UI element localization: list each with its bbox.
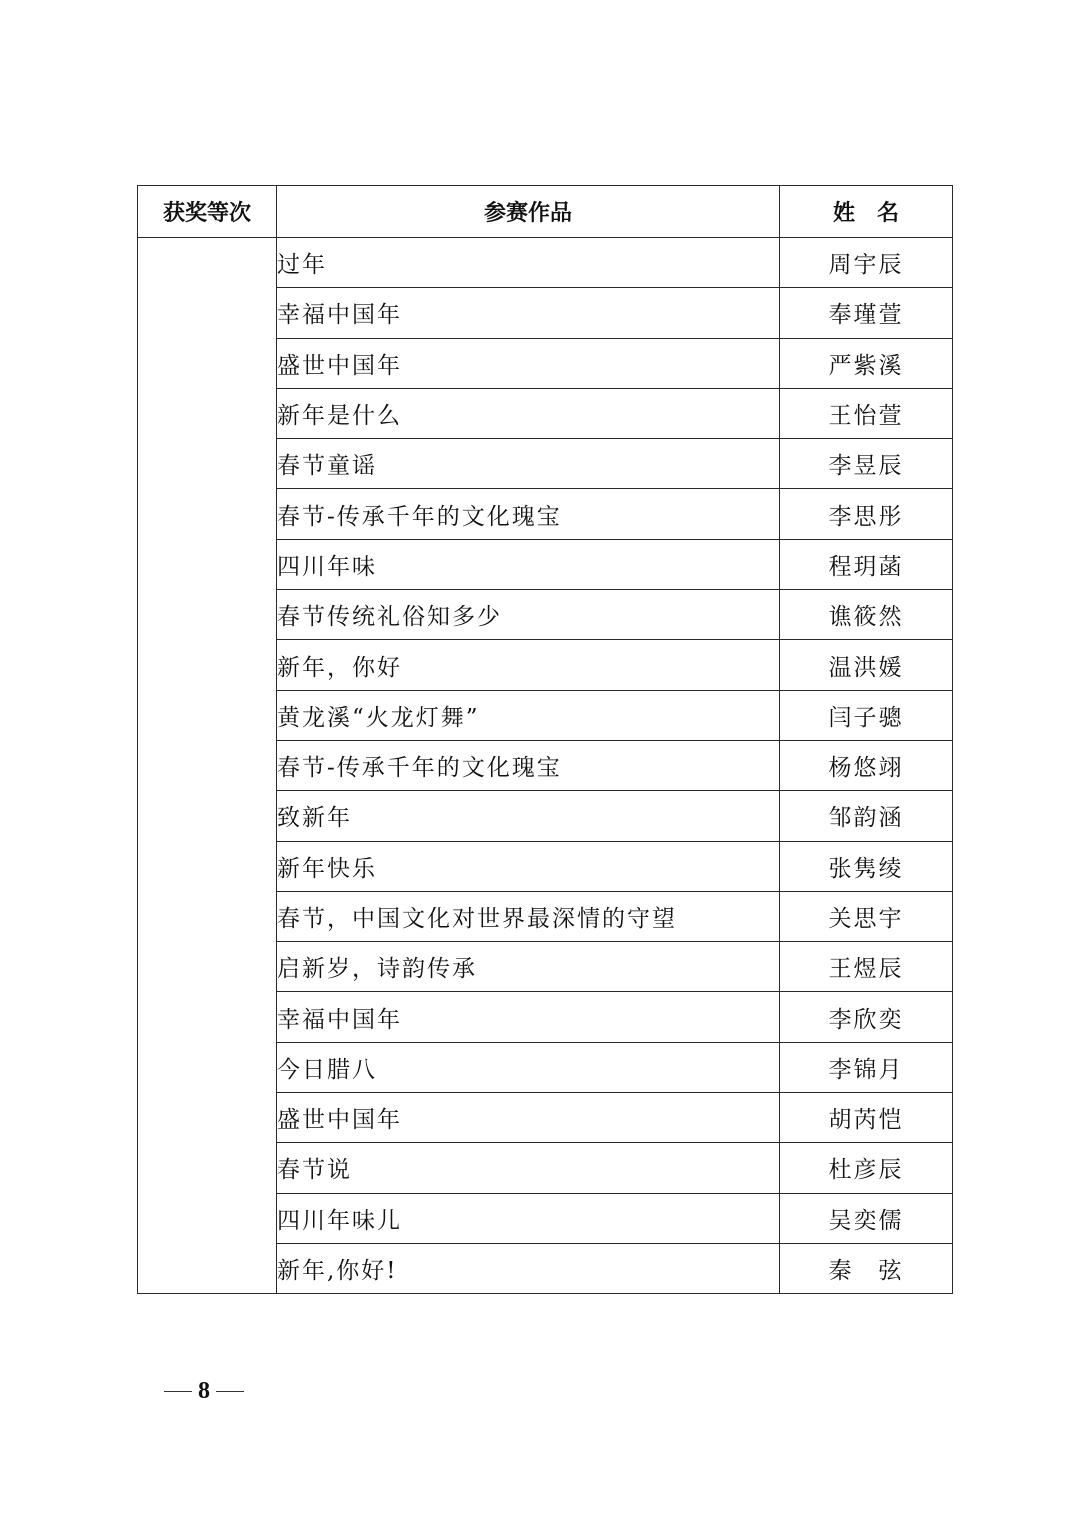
work-title-cell: 启新岁，诗韵传承 <box>277 942 780 992</box>
header-name-label: 姓名 <box>832 201 921 226</box>
work-title-cell: 今日腊八 <box>277 1042 780 1092</box>
work-title-cell: 春节，中国文化对世界最深情的守望 <box>277 891 780 941</box>
work-title-cell: 春节-传承千年的文化瑰宝 <box>277 489 780 539</box>
work-title-cell: 致新年 <box>277 791 780 841</box>
participant-name-cell: 周宇辰 <box>780 238 953 288</box>
participant-name-cell: 胡芮恺 <box>780 1093 953 1143</box>
work-title-cell: 四川年味儿 <box>277 1193 780 1243</box>
table-header-row <box>138 186 953 238</box>
work-title-cell: 春节说 <box>277 1143 780 1193</box>
work-title-cell: 春节传统礼俗知多少 <box>277 590 780 640</box>
work-title-cell: 盛世中国年 <box>277 338 780 388</box>
participant-name-cell: 温洪媛 <box>780 640 953 690</box>
participant-name-cell: 李昱辰 <box>780 439 953 489</box>
awards-table <box>137 185 953 1294</box>
page-number-dash-right <box>216 1391 244 1393</box>
participant-name-cell: 张隽绫 <box>780 841 953 891</box>
participant-name-cell: 李锦月 <box>780 1042 953 1092</box>
participant-name-cell: 杜彦辰 <box>780 1143 953 1193</box>
work-title-cell: 四川年味 <box>277 539 780 589</box>
participant-name-cell: 邹韵涵 <box>780 791 953 841</box>
participant-name-cell: 王怡萱 <box>780 388 953 438</box>
participant-name-cell: 秦 弦 <box>780 1243 953 1293</box>
work-title-cell: 新年，你好 <box>277 640 780 690</box>
work-title-cell: 春节-传承千年的文化瑰宝 <box>277 740 780 790</box>
work-title-cell: 盛世中国年 <box>277 1093 780 1143</box>
participant-name-cell: 闫子骢 <box>780 690 953 740</box>
participant-name-cell: 吴奕儒 <box>780 1193 953 1243</box>
work-title-cell: 幸福中国年 <box>277 288 780 338</box>
work-title-cell: 新年快乐 <box>277 841 780 891</box>
table-body <box>138 238 953 1294</box>
work-title-cell: 新年是什么 <box>277 388 780 438</box>
header-work: 参赛作品 <box>277 186 780 238</box>
header-award-level: 获奖等次 <box>138 186 277 238</box>
work-title-cell: 新年,你好! <box>277 1243 780 1293</box>
award-level-cell <box>138 238 277 1294</box>
page-number-dash-left <box>164 1391 192 1393</box>
participant-name-cell: 关思宇 <box>780 891 953 941</box>
work-title-cell: 幸福中国年 <box>277 992 780 1042</box>
page-number-value: 8 <box>198 1378 210 1404</box>
page-number <box>164 1378 244 1405</box>
work-title-cell: 黄龙溪“火龙灯舞” <box>277 690 780 740</box>
participant-name-cell: 严紫溪 <box>780 338 953 388</box>
header-name <box>780 186 953 238</box>
work-title-cell: 春节童谣 <box>277 439 780 489</box>
table-row <box>138 238 953 288</box>
participant-name-cell: 杨悠翊 <box>780 740 953 790</box>
participant-name-cell: 李欣奕 <box>780 992 953 1042</box>
participant-name-cell: 谯筱然 <box>780 590 953 640</box>
participant-name-cell: 李思彤 <box>780 489 953 539</box>
participant-name-cell: 奉瑾萱 <box>780 288 953 338</box>
participant-name-cell: 程玥菡 <box>780 539 953 589</box>
participant-name-cell: 王煜辰 <box>780 942 953 992</box>
work-title-cell: 过年 <box>277 238 780 288</box>
